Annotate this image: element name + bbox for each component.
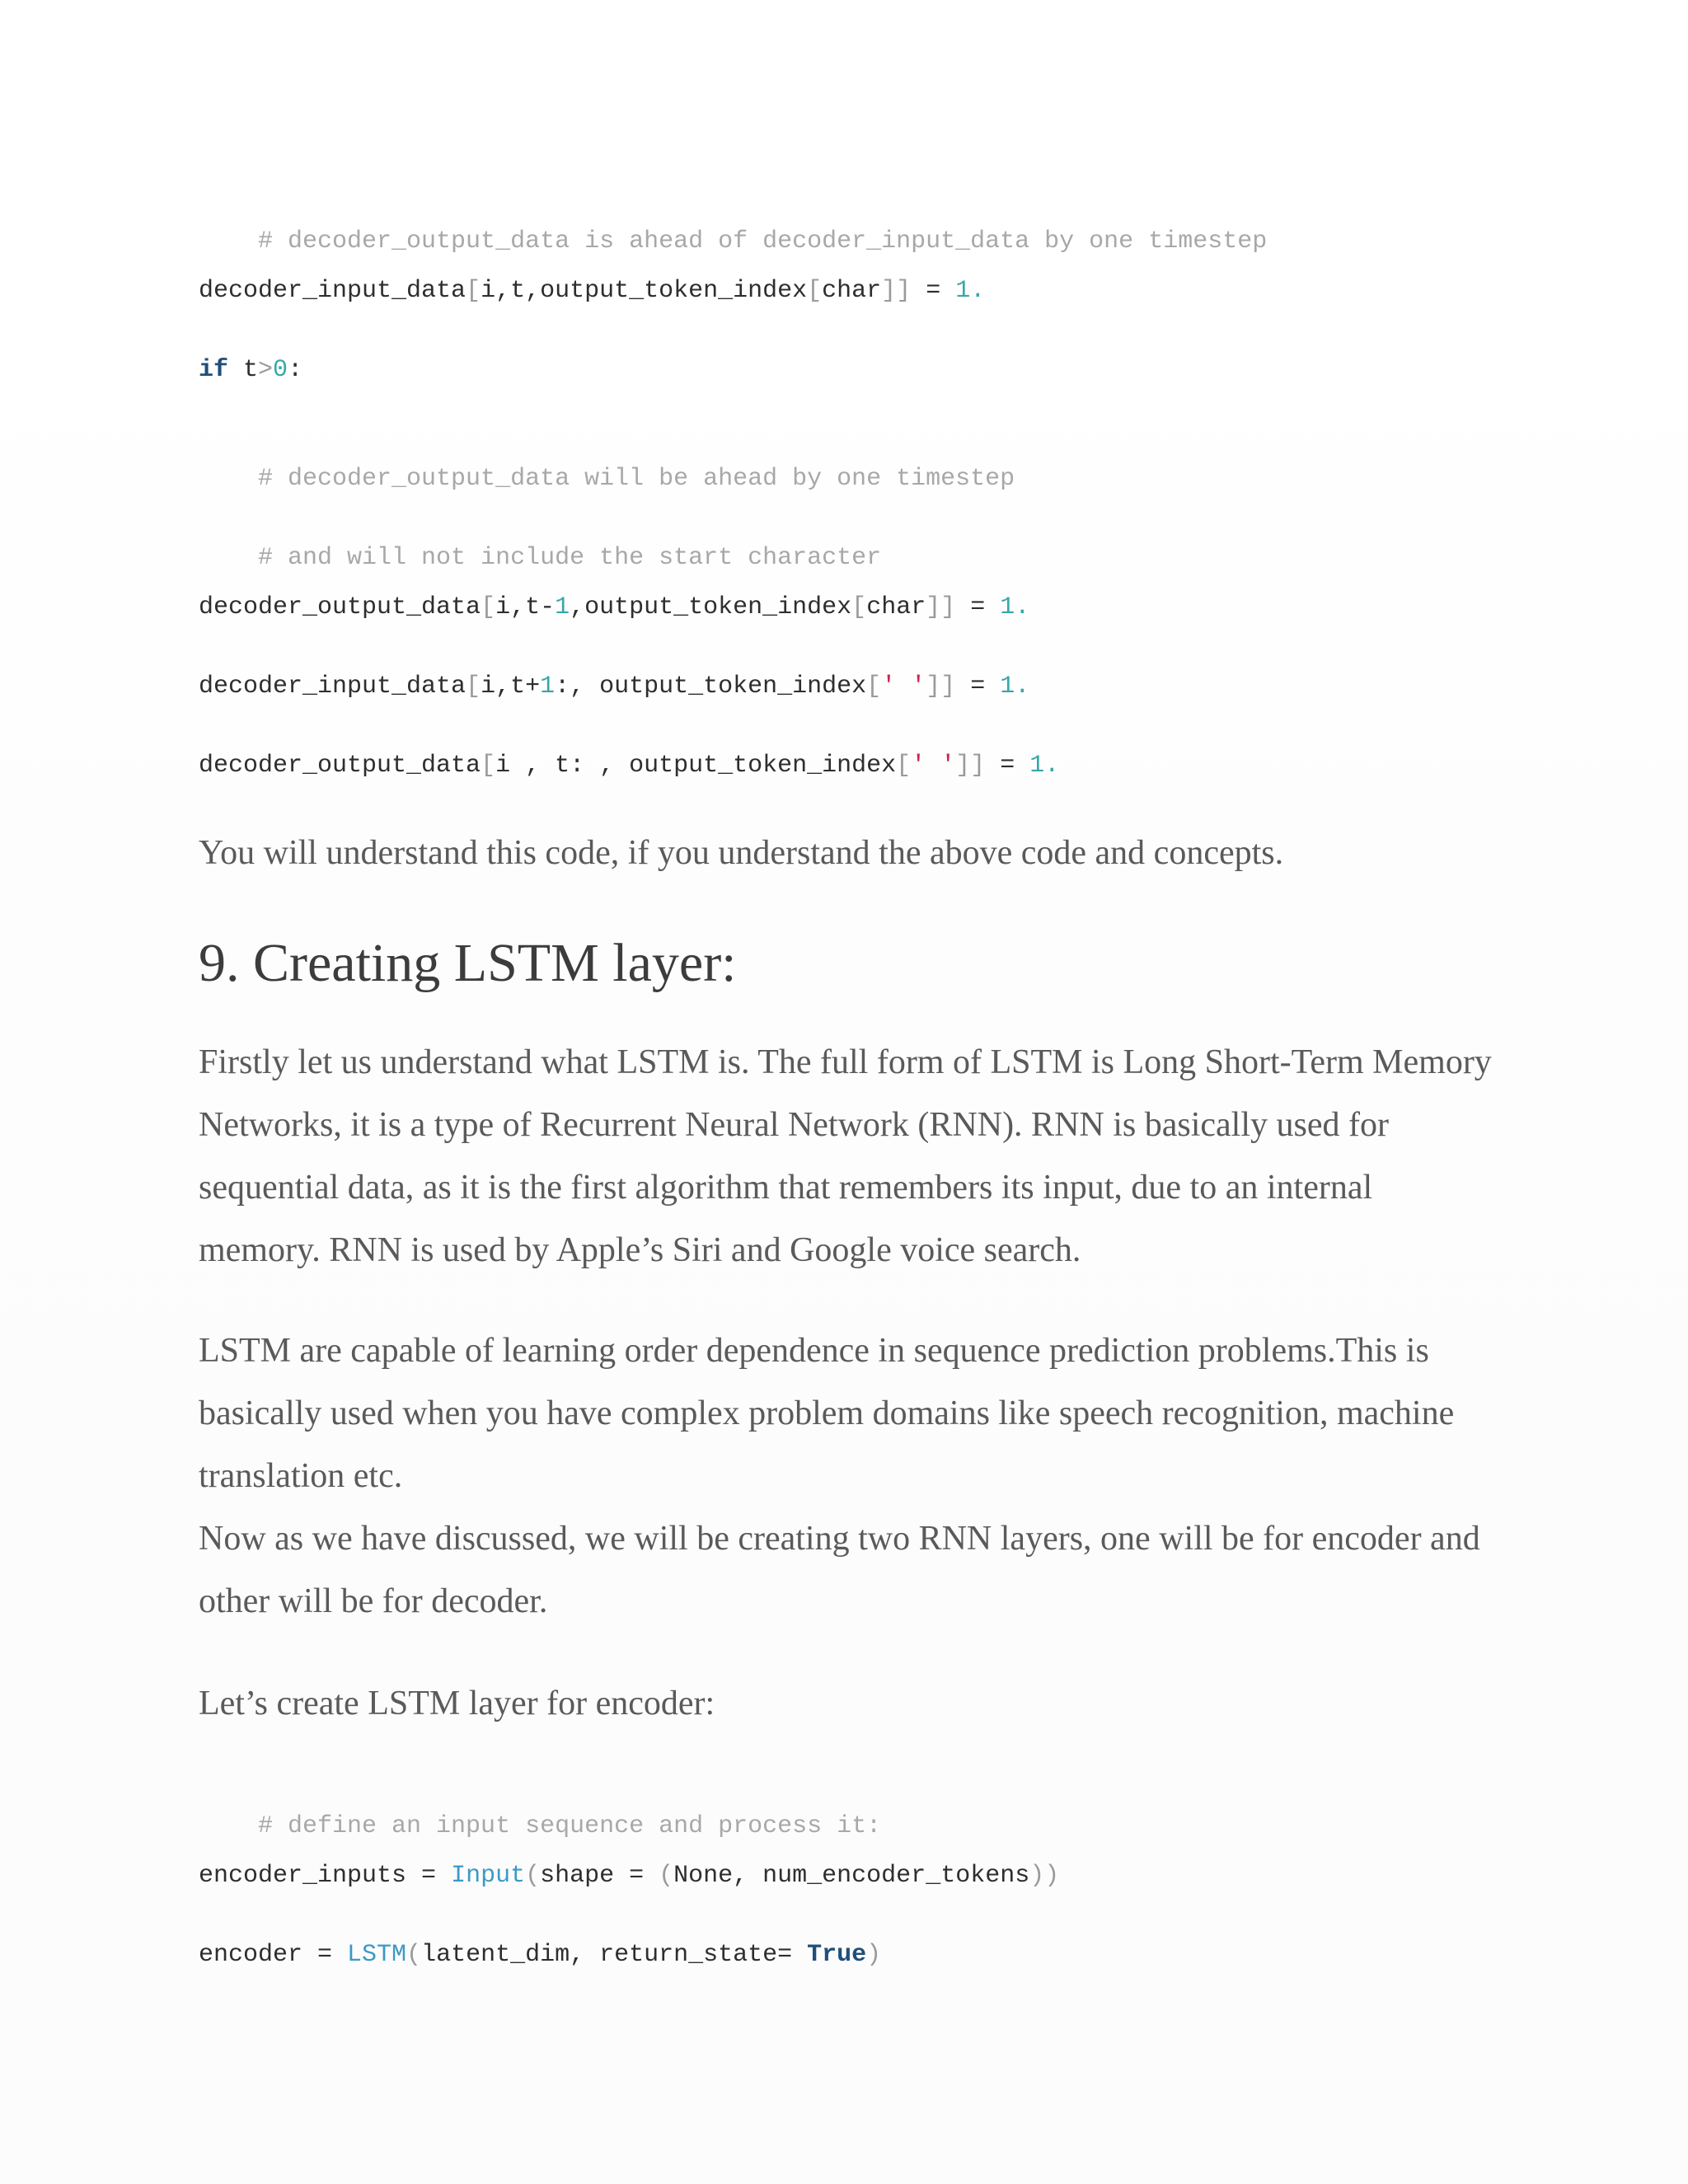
code-token: [ bbox=[851, 593, 867, 621]
code-number: 1. bbox=[1000, 673, 1030, 701]
code-token: latent_dim, return_state= bbox=[421, 1941, 808, 1969]
code-token: = bbox=[911, 277, 956, 305]
code-token: ,output_token_index bbox=[570, 593, 852, 621]
paragraph-lstm-uses: LSTM are capable of learning order dependence in sequence prediction problems.This is basically used when you have complex problem domains like speech recognition, machine translation etc. bbox=[199, 1332, 1455, 1495]
code-number: 1 bbox=[540, 673, 556, 701]
code-number: 1. bbox=[1000, 593, 1030, 621]
code-function: LSTM bbox=[347, 1941, 407, 1969]
code-token: encoder_inputs = bbox=[199, 1862, 452, 1890]
code-token: ( bbox=[406, 1941, 422, 1969]
code-token: :, output_token_index bbox=[555, 673, 867, 701]
code-token: = bbox=[955, 673, 1001, 701]
code-token: t bbox=[228, 356, 259, 384]
paragraph-encoder: Let’s create LSTM layer for encoder: bbox=[199, 1685, 715, 1722]
code-line bbox=[199, 593, 1029, 622]
code-function: Input bbox=[451, 1862, 526, 1890]
code-number: 1 bbox=[555, 593, 570, 621]
code-token: shape = bbox=[540, 1862, 659, 1890]
code-token: : bbox=[288, 356, 303, 384]
code-token: [ bbox=[866, 673, 882, 701]
code-token: i , t: , output_token_index bbox=[495, 752, 897, 780]
code-token: None, num_encoder_tokens bbox=[673, 1862, 1030, 1890]
code-line bbox=[199, 751, 1059, 780]
code-token: [ bbox=[481, 752, 496, 780]
code-token: decoder_output_data bbox=[199, 593, 481, 621]
paragraph-understand: You will understand this code, if you understand the above code and concepts. bbox=[199, 834, 1284, 872]
code-token: i,t+ bbox=[481, 673, 541, 701]
code-token: ) bbox=[866, 1941, 882, 1969]
code-token: [ bbox=[807, 277, 823, 305]
code-comment: # and will not include the start character bbox=[258, 544, 882, 572]
code-token: [ bbox=[481, 593, 496, 621]
code-token: )) bbox=[1029, 1862, 1060, 1890]
code-token: char bbox=[866, 593, 926, 621]
code-token: ( bbox=[659, 1862, 674, 1890]
code-token: ]] bbox=[926, 593, 956, 621]
code-token: decoder_input_data bbox=[199, 673, 467, 701]
code-token: [ bbox=[896, 752, 912, 780]
code-comment: # define an input sequence and process it: bbox=[258, 1812, 882, 1840]
code-comment: # decoder_output_data is ahead of decoder_input_data by one timestep bbox=[258, 227, 1268, 255]
code-number: 1. bbox=[1029, 752, 1060, 780]
code-token: decoder_output_data bbox=[199, 752, 481, 780]
code-token: ]] bbox=[926, 673, 956, 701]
code-comment-line bbox=[199, 1782, 881, 1871]
paragraph-rnn-layers: Now as we have discussed, we will be creating two RNN layers, one will be for encoder and other will be for decoder. bbox=[199, 1520, 1480, 1620]
code-token: char bbox=[822, 277, 882, 305]
code-token: encoder = bbox=[199, 1941, 348, 1969]
code-keyword: True bbox=[807, 1941, 867, 1969]
code-token: ]] bbox=[955, 752, 986, 780]
code-comment-line bbox=[199, 197, 1267, 286]
code-line bbox=[199, 1861, 1059, 1891]
code-line bbox=[199, 672, 1029, 701]
code-string: ' ' bbox=[881, 673, 926, 701]
code-number: 0 bbox=[273, 356, 288, 384]
code-keyword: if bbox=[199, 356, 229, 384]
code-number: 1. bbox=[955, 277, 986, 305]
code-token: i,t- bbox=[495, 593, 556, 621]
code-comment: # decoder_output_data will be ahead by one timestep bbox=[258, 465, 1015, 493]
code-comment-line bbox=[199, 513, 881, 602]
code-comment-line bbox=[199, 434, 1015, 523]
code-token: [ bbox=[466, 277, 481, 305]
code-token: = bbox=[985, 752, 1030, 780]
code-token: ( bbox=[525, 1862, 541, 1890]
code-line bbox=[199, 355, 302, 385]
code-token: ]] bbox=[881, 277, 912, 305]
section-heading: 9. Creating LSTM layer: bbox=[199, 933, 737, 993]
code-token: > bbox=[258, 356, 274, 384]
paragraph-lstm-intro: Firstly let us understand what LSTM is. The full form of LSTM is Long Short-Term Memory Networks, it is a type of Recurrent Neural Network (RNN). RNN is basically used for sequential data, as it is the first algorithm that remembers its input, due to an internal memory. RNN is used by Apple’s Siri and Google voice search. bbox=[199, 1043, 1492, 1269]
code-token: [ bbox=[466, 673, 481, 701]
code-string: ' ' bbox=[911, 752, 956, 780]
code-token: = bbox=[955, 593, 1001, 621]
code-token: decoder_input_data bbox=[199, 277, 467, 305]
code-line bbox=[199, 1940, 881, 1970]
code-line bbox=[199, 276, 985, 306]
code-token: i,t,output_token_index bbox=[481, 277, 808, 305]
